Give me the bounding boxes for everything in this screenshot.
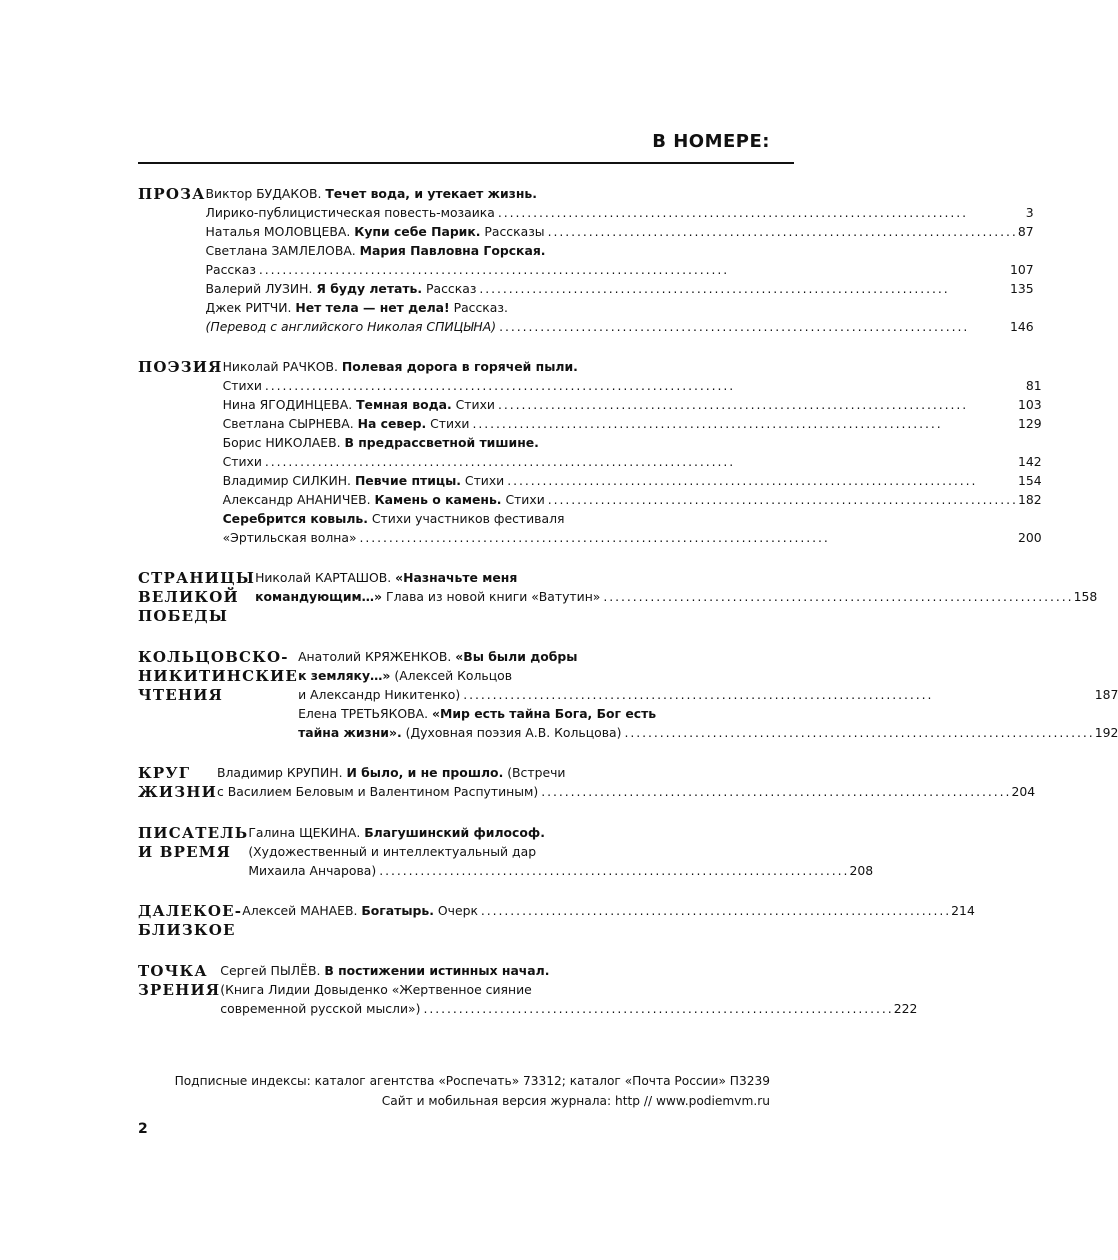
entry-text xyxy=(248,842,536,861)
entry-page-number: 3 xyxy=(1025,205,1034,220)
section-entries xyxy=(217,763,1035,802)
dot-leader xyxy=(499,317,1007,336)
entry-text xyxy=(206,279,477,298)
entry-text xyxy=(223,376,262,395)
entry-title: Течет вода, и утекает жизнь. xyxy=(325,186,537,201)
section-entries xyxy=(242,901,975,940)
toc-line xyxy=(206,184,1034,203)
toc-line xyxy=(223,376,1042,395)
entry-page-number: 187 xyxy=(1094,687,1118,702)
entry-text xyxy=(206,298,508,317)
toc-line xyxy=(206,260,1034,279)
entry-page-number: 142 xyxy=(1018,454,1042,469)
section-entries xyxy=(206,184,1034,336)
entry-page-number: 214 xyxy=(951,903,975,918)
dot-leader xyxy=(541,782,1008,801)
entry-title: Благушинский философ. xyxy=(364,825,545,840)
entry-title: В постижении истинных начал. xyxy=(324,963,550,978)
entry-title: И было, и не прошло. xyxy=(346,765,504,780)
entry-text xyxy=(248,823,545,842)
dot-leader xyxy=(498,395,1015,414)
entry-segment: Очерк xyxy=(433,903,478,918)
dot-leader xyxy=(624,723,1091,742)
entry-page-number: 135 xyxy=(1009,281,1034,296)
entry-segment: Алексей МАНАЕВ. xyxy=(242,903,362,918)
entry-page-number: 107 xyxy=(1009,262,1034,277)
entry-segment: (Встречи xyxy=(503,765,566,780)
entry-segment: Елена ТРЕТЬЯКОВА. xyxy=(298,706,433,721)
dot-leader xyxy=(548,490,1015,509)
entry-segment: и Александр Никитенко) xyxy=(298,687,461,702)
entry-segment: Нина ЯГОДИНЦЕВА. xyxy=(222,397,357,412)
table-of-contents xyxy=(138,184,1118,1039)
toc-line xyxy=(298,723,1118,742)
toc-section xyxy=(138,961,918,1018)
section-entries xyxy=(298,647,1118,742)
section-title: КРУГ ЖИЗНИ xyxy=(138,764,218,801)
entry-text xyxy=(217,782,538,801)
entry-text xyxy=(223,528,357,547)
entry-segment: с Василием Беловым и Валентином Распутиным) xyxy=(217,784,539,799)
entry-title: Нет тела — нет дела! xyxy=(295,300,450,315)
toc-line xyxy=(206,317,1034,336)
section-title: ПОЭЗИЯ xyxy=(138,358,223,376)
entry-segment: Стихи xyxy=(501,492,545,507)
entry-text xyxy=(248,861,376,880)
page-title: В НОМЕРЕ: xyxy=(652,131,770,152)
entry-segment: Виктор БУДАКОВ. xyxy=(205,186,326,201)
dot-leader xyxy=(472,414,1015,433)
entry-text xyxy=(298,647,577,666)
toc-line xyxy=(298,647,1118,666)
toc-line xyxy=(223,509,1042,528)
entry-title: На север. xyxy=(357,416,427,431)
entry-page-number: 200 xyxy=(1018,530,1042,545)
entry-segment: (Духовная поэзия А.В. Кольцова) xyxy=(401,725,622,740)
entry-text xyxy=(206,222,545,241)
subscription-footer xyxy=(175,1071,770,1111)
entry-segment: Рассказ. xyxy=(449,300,508,315)
dot-leader xyxy=(507,471,1015,490)
entry-page-number: 154 xyxy=(1018,473,1042,488)
entry-segment: (Алексей Кольцов xyxy=(390,668,513,683)
entry-text xyxy=(206,241,546,260)
entry-title: Купи себе Парик. xyxy=(354,224,481,239)
dot-leader xyxy=(259,260,1007,279)
entry-page-number: 182 xyxy=(1018,492,1042,507)
entry-text xyxy=(298,666,512,685)
toc-line xyxy=(248,842,873,861)
entry-segment: (Перевод с английского Николая СПИЦЫНА) xyxy=(205,319,497,334)
section-title: ДАЛЕКОЕ-БЛИЗКОЕ xyxy=(138,902,243,939)
toc-line xyxy=(220,999,917,1018)
toc-line xyxy=(223,528,1042,547)
toc-line xyxy=(298,666,1118,685)
entry-text xyxy=(223,414,470,433)
entry-segment: Стихи xyxy=(451,397,495,412)
toc-line xyxy=(220,961,917,980)
dot-leader xyxy=(463,685,1092,704)
entry-title: тайна жизни». xyxy=(298,725,402,740)
entry-text xyxy=(206,260,256,279)
entry-title: к земляку…» xyxy=(298,668,391,683)
entry-text xyxy=(223,452,262,471)
section-title: ТОЧКА ЗРЕНИЯ xyxy=(138,962,221,999)
dot-leader xyxy=(479,279,1007,298)
toc-line xyxy=(206,298,1034,317)
entry-title: «Вы были добры xyxy=(455,649,578,664)
entry-segment: Галина ЩЕКИНА. xyxy=(248,825,365,840)
toc-section xyxy=(138,357,1042,547)
entry-segment: Лирико-публицистическая повесть-мозаика xyxy=(205,205,495,220)
entry-page-number: 222 xyxy=(893,1001,918,1016)
entry-text xyxy=(217,763,565,782)
section-title: СТРАНИЦЫ ВЕЛИКОЙ ПОБЕДЫ xyxy=(138,569,256,625)
dot-leader xyxy=(603,587,1070,606)
entry-title: Камень о камень. xyxy=(374,492,502,507)
toc-line xyxy=(223,452,1042,471)
entry-text xyxy=(298,723,621,742)
entry-segment: Валерий ЛУЗИН. xyxy=(205,281,317,296)
entry-segment: Светлана ЗАМЛЕЛОВА. xyxy=(205,243,360,258)
entry-segment: Николай РАЧКОВ. xyxy=(222,359,342,374)
entry-segment: Глава из новой книги «Ватутин» xyxy=(382,589,601,604)
entry-segment: Сергей ПЫЛЁВ. xyxy=(220,963,325,978)
toc-line xyxy=(206,279,1034,298)
entry-text xyxy=(242,901,478,920)
entry-segment: Наталья МОЛОВЦЕВА. xyxy=(205,224,355,239)
entry-segment: Светлана СЫРНЕВА. xyxy=(222,416,358,431)
entry-segment: Александр АНАНИЧЕВ. xyxy=(222,492,375,507)
section-title: ПРОЗА xyxy=(138,185,206,203)
entry-text xyxy=(223,509,565,528)
entry-title: Полевая дорога в горячей пыли. xyxy=(341,359,578,374)
toc-section xyxy=(138,568,1098,626)
toc-line xyxy=(242,901,975,920)
toc-line xyxy=(223,471,1042,490)
entry-text xyxy=(298,685,460,704)
entry-page-number: 158 xyxy=(1073,589,1098,604)
toc-line xyxy=(255,587,1097,606)
entry-segment: Владимир КРУПИН. xyxy=(217,765,347,780)
entry-text xyxy=(223,357,578,376)
entry-segment: Стихи xyxy=(426,416,470,431)
toc-section xyxy=(138,823,874,880)
entry-text xyxy=(206,203,495,222)
entry-page-number: 87 xyxy=(1017,224,1034,239)
entry-segment: Владимир СИЛКИН. xyxy=(222,473,355,488)
entry-segment: Стихи xyxy=(222,378,262,393)
entry-title: командующим…» xyxy=(255,589,383,604)
entry-segment: (Книга Лидии Довыденко «Жертвенное сияние xyxy=(220,982,532,997)
entry-text xyxy=(223,395,495,414)
website-line: Сайт и мобильная версия журнала: http // www.podiemvm.ru xyxy=(381,1094,770,1108)
toc-line xyxy=(223,490,1042,509)
entry-title: «Назначьте меня xyxy=(395,570,518,585)
toc-line xyxy=(223,433,1042,452)
entry-title: Серебрится ковыль. xyxy=(222,511,368,526)
toc-line xyxy=(223,395,1042,414)
entry-text xyxy=(255,568,517,587)
toc-line xyxy=(298,704,1118,723)
entry-page-number: 192 xyxy=(1094,725,1118,740)
entry-page-number: 129 xyxy=(1018,416,1042,431)
toc-section xyxy=(138,184,1034,336)
header-rule xyxy=(138,162,794,164)
entry-page-number: 208 xyxy=(849,863,874,878)
entry-title: Богатырь. xyxy=(361,903,434,918)
entry-text xyxy=(223,490,545,509)
entry-page-number: 103 xyxy=(1018,397,1042,412)
toc-line xyxy=(298,685,1118,704)
toc-line xyxy=(223,357,1042,376)
toc-section xyxy=(138,763,1036,802)
toc-line xyxy=(223,414,1042,433)
entry-page-number: 146 xyxy=(1009,319,1034,334)
entry-segment: Михаила Анчарова) xyxy=(248,863,377,878)
subscription-indexes: Подписные индексы: каталог агентства «Роспечать» 73312; каталог «Почта России» П3239 xyxy=(174,1074,770,1088)
page-number: 2 xyxy=(138,1121,148,1137)
entry-title: В предрассветной тишине. xyxy=(344,435,539,450)
entry-page-number: 204 xyxy=(1011,784,1036,799)
section-entries xyxy=(223,357,1042,547)
section-entries xyxy=(248,823,873,880)
entry-text xyxy=(223,433,539,452)
section-entries xyxy=(220,961,917,1018)
entry-segment: Стихи xyxy=(222,454,262,469)
entry-segment: Борис НИКОЛАЕВ. xyxy=(222,435,345,450)
entry-title: Мария Павловна Горская. xyxy=(359,243,546,258)
toc-line xyxy=(220,980,917,999)
entry-segment: Николай КАРТАШОВ. xyxy=(255,570,396,585)
entry-title: «Мир есть тайна Бога, Бог есть xyxy=(432,706,657,721)
toc-line xyxy=(248,861,873,880)
dot-leader xyxy=(548,222,1015,241)
entry-title: Я буду летать. xyxy=(316,281,423,296)
dot-leader xyxy=(379,861,846,880)
toc-line xyxy=(217,763,1035,782)
entry-segment: (Художественный и интеллектуальный дар xyxy=(248,844,537,859)
dot-leader xyxy=(265,452,1015,471)
toc-line xyxy=(206,241,1034,260)
toc-line xyxy=(206,203,1034,222)
entry-text xyxy=(206,317,497,336)
toc-section xyxy=(138,901,975,940)
entry-segment: современной русской мысли») xyxy=(220,1001,421,1016)
entry-text xyxy=(298,704,656,723)
entry-segment: Анатолий КРЯЖЕНКОВ. xyxy=(298,649,456,664)
section-title: КОЛЬЦОВСКО- НИКИТИНСКИЕ ЧТЕНИЯ xyxy=(138,648,299,704)
entry-text xyxy=(223,471,505,490)
entry-segment: Рассказ xyxy=(422,281,477,296)
toc-line xyxy=(248,823,873,842)
entry-segment: Джек РИТЧИ. xyxy=(205,300,296,315)
dot-leader xyxy=(423,999,890,1018)
entry-text xyxy=(255,587,600,606)
entry-segment: Стихи xyxy=(460,473,505,488)
dot-leader xyxy=(265,376,1023,395)
entry-segment: «Эртильская волна» xyxy=(222,530,357,545)
entry-segment: Рассказ xyxy=(205,262,256,277)
toc-line xyxy=(255,568,1097,587)
section-entries xyxy=(255,568,1097,626)
dot-leader xyxy=(360,528,1015,547)
toc-section xyxy=(138,647,1118,742)
entry-text xyxy=(220,999,420,1018)
entry-text xyxy=(220,961,549,980)
toc-line xyxy=(217,782,1035,801)
entry-text xyxy=(206,184,537,203)
entry-title: Темная вода. xyxy=(356,397,452,412)
dot-leader xyxy=(481,901,948,920)
toc-line xyxy=(206,222,1034,241)
dot-leader xyxy=(498,203,1023,222)
entry-segment: Стихи участников фестиваля xyxy=(367,511,565,526)
entry-text xyxy=(220,980,531,999)
entry-segment: Рассказы xyxy=(480,224,545,239)
entry-title: Певчие птицы. xyxy=(354,473,461,488)
section-title: ПИСАТЕЛЬ И ВРЕМЯ xyxy=(138,824,249,861)
entry-page-number: 81 xyxy=(1025,378,1042,393)
